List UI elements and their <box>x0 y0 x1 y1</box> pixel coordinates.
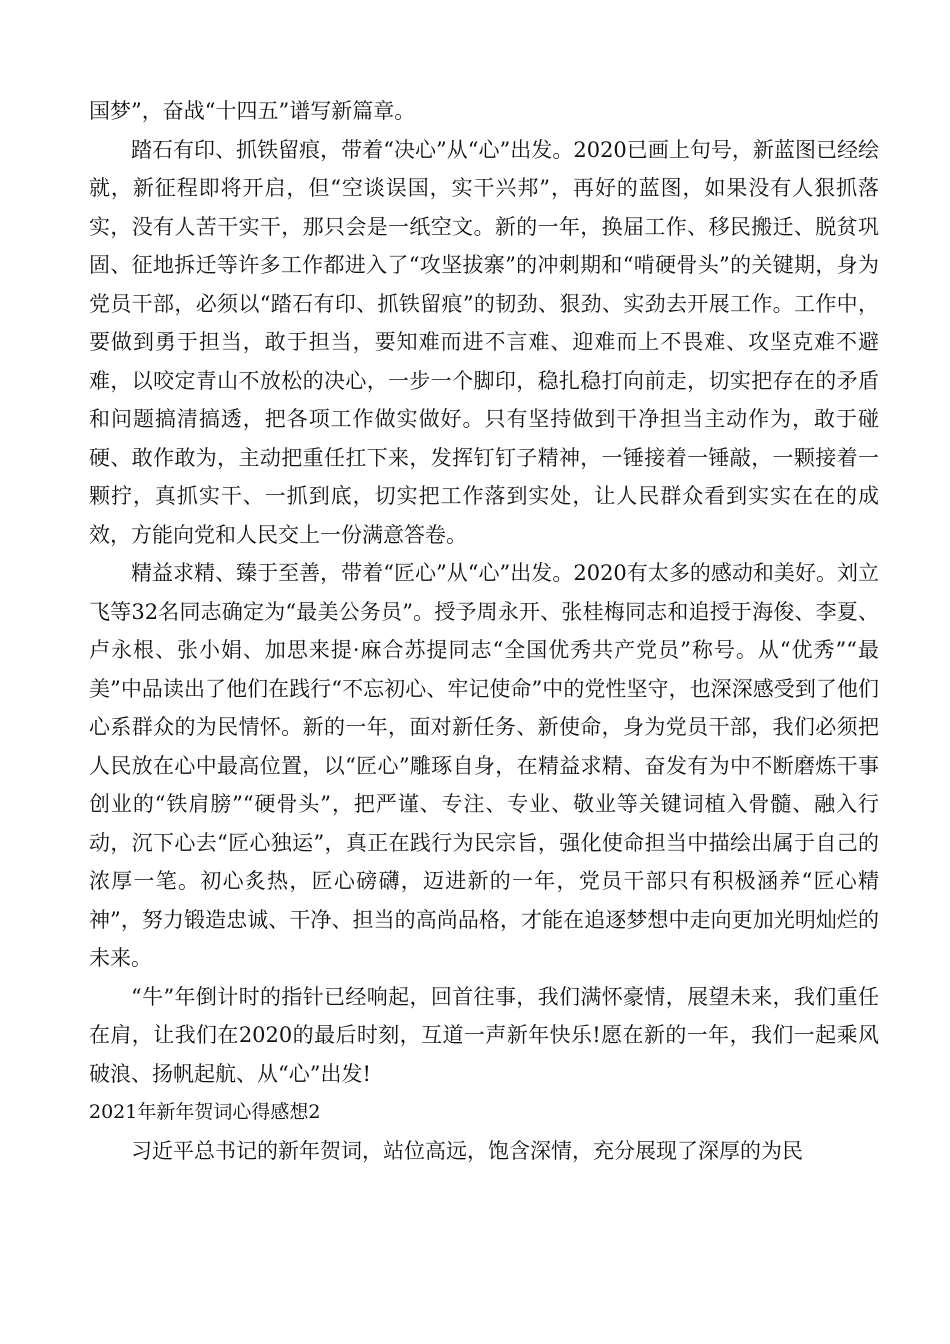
paragraph-new-year-wish: “牛”年倒计时的指针已经响起，回首往事，我们满怀豪情，展望未来，我们重任在肩，让我们在2020的最后时刻，互道一声新年快乐!愿在新的一年，我们一起乘风破浪、扬帆起航、从“心”出发! <box>89 984 879 1086</box>
paragraph-determination: 踏石有印、抓铁留痕，带着“决心”从“心”出发。2020已画上句号，新蓝图已经绘就，新征程即将开启，但“空谈误国，实干兴邦”，再好的蓝图，如果没有人狠抓落实，没有人苦干实干，那只会是一纸空文。新的一年，换届工作、移民搬迁、脱贫巩固、征地拆迁等许多工作都进入了“攻坚拔寨”的冲刺期和“啃硬骨头”的关键期，身为党员干部，必须以“踏石有印、抓铁留痕”的韧劲、狠劲、实劲去开展工作。工作中，要做到勇于担当，敢于担当，要知难而进不言难、迎难而上不畏难、攻坚克难不避难，以咬定青山不放松的决心，一步一个脚印，稳扎稳打向前走，切实把存在的矛盾和问题搞清搞透，把各项工作做实做好。只有坚持做到干净担当主动作为，敢于碰硬、敢作敢为，主动把重任扛下来，发挥钉钉子精神，一锤接着一锤敲，一颗接着一颗拧，真抓实干、一抓到底，切实把工作落到实处，让人民群众看到实实在在的成效，方能向党和人民交上一份满意答卷。 <box>89 137 879 547</box>
paragraph-continuation: 国梦”，奋战“十四五”谱写新篇章。 <box>89 99 416 123</box>
paragraph-craftsmanship: 精益求精、臻于至善，带着“匠心”从“心”出发。2020有太多的感动和美好。刘立飞等32名同志确定为“最美公务员”。授予周永开、张桂梅同志和追授于海俊、李夏、卢永根、张小娟、加思来提·麻合苏提同志“全国优秀共产党员”称号。从“优秀”“最美”中品读出了他们在践行“不忘初心、牢记使命”中的党性坚守，也深深感受到了他们心系群众的为民情怀。新的一年，面对新任务、新使命，身为党员干部，我们必须把人民放在心中最高位置，以“匠心”雕琢自身，在精益求精、奋发有为中不断磨炼干事创业的“铁肩膀”“硬骨头”，把严谨、专注、专业、敬业等关键词植入骨髓、融入行动，沉下心去“匠心独运”，真正在践行为民宗旨，强化使命担当中描绘出属于自己的浓厚一笔。初心炙热，匠心磅礴，迈进新的一年，党员干部只有积极涵养“匠心精神”，努力锻造忠诚、干净、担当的高尚品格，才能在追逐梦想中走向更加光明灿烂的未来。 <box>89 561 879 970</box>
paragraph-next-section: 习近平总书记的新年贺词，站位高远，饱含深情，充分展现了深厚的为民 <box>131 1138 803 1163</box>
section-heading: 2021年新年贺词心得感想2 <box>89 1101 321 1123</box>
document-body <box>89 92 879 1170</box>
